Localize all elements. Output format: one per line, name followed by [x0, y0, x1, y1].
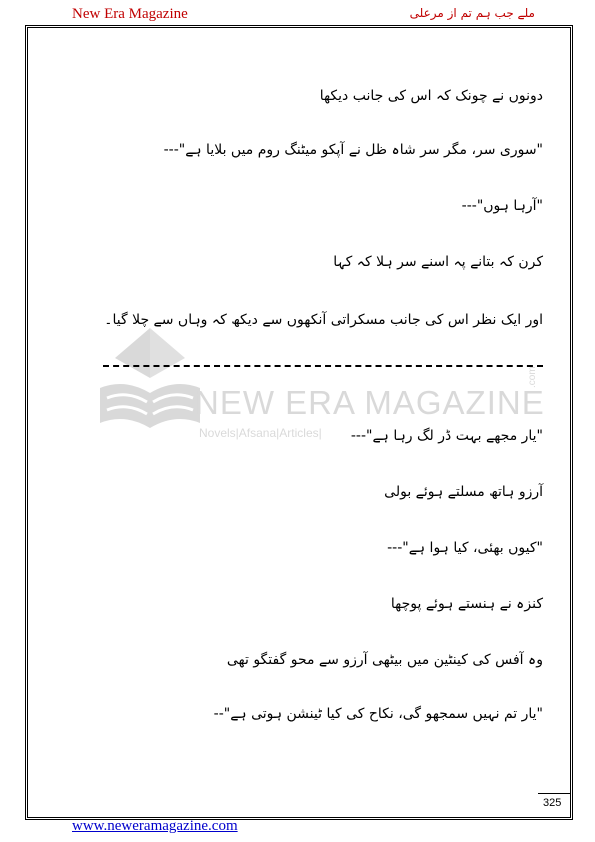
book-logo-icon: [95, 318, 205, 468]
footer-website-link[interactable]: www.neweramagazine.com: [72, 818, 238, 834]
section-separator: [103, 365, 543, 367]
paragraph: "آرہا ہوں"---: [461, 198, 543, 214]
paragraph: کرن کہ بتانے پہ اسنے سر ہلا کہ کہا: [333, 254, 543, 270]
paragraph: "کیوں بھئی، کیا ہوا ہے"---: [387, 540, 543, 556]
paragraph: آرزو ہاتھ مسلتے ہوئے بولی: [384, 484, 543, 500]
paragraph: "یار تم نہیں سمجھو گی، نکاح کی کیا ٹینشن ہوتی ہے"--: [213, 706, 543, 722]
page-number: 325: [543, 797, 562, 809]
watermark: [95, 318, 545, 468]
paragraph: اور ایک نظر اس کی جانب مسکراتی آنکھوں سے دیکھ کہ وہاں سے چلا گیا۔: [104, 312, 543, 328]
paragraph: "یار مجھے بہت ڈر لگ رہا ہے"---: [350, 428, 543, 444]
paragraph: "سوری سر، مگر سر شاہ ظل نے آپکو میٹنگ روم میں بلایا ہے"---: [163, 142, 543, 158]
watermark-title: NEW ERA MAGAZINE: [195, 384, 545, 421]
watermark-suffix: .com: [527, 366, 538, 388]
paragraph: وہ آفس کی کینٹین میں بیٹھی آرزو سے محو گفتگو تھی: [226, 652, 543, 668]
page-number-rule: [538, 793, 570, 794]
watermark-subtitle: Novels|Afsana|Articles|: [199, 426, 322, 440]
paragraph: دونوں نے چونک کہ اس کی جانب دیکھا: [319, 88, 543, 104]
paragraph: کنزہ نے ہنستے ہوئے پوچھا: [390, 596, 543, 612]
novel-title-header: ملے جب ہم تم از مرعلی: [409, 6, 535, 20]
magazine-name-header: New Era Magazine: [72, 6, 188, 22]
